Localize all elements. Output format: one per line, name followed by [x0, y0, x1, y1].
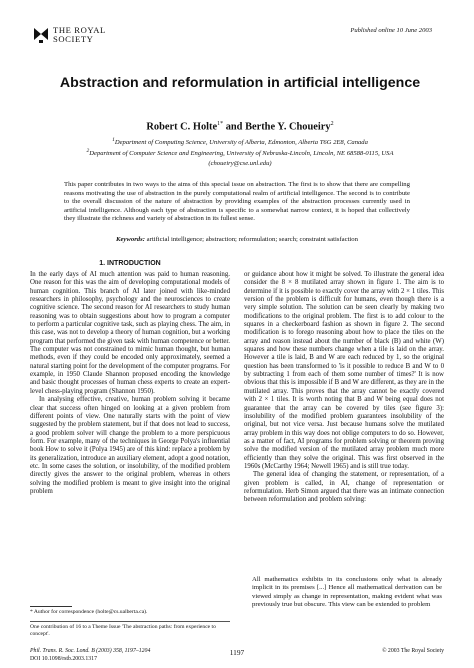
- left-paragraph-2: In analysing effective, creative, human problem solving it became clear that success often hinged on looking at a given problem from different points of view. One naturally starts with the point of view suggested by the problem statement, but if that does not lead to success, a good problem solver will change the problem to a more perspicuous form. For example, many of the techniques in George Polya's influential book How to solve it (Polya 1945) are of this kind: replace a problem by its generalization, introduce an auxiliary element, adopt a good notation, etc. In some cases the solution, or insolubility, of the modified problem directly gives the answer to the original problem, whereas in others solving the modified problem is meant to give insight into the original problem: [30, 396, 230, 495]
- logo-text: [53, 26, 106, 44]
- author-1: Robert C. Holte: [146, 121, 218, 133]
- section-heading: 1. INTRODUCTION: [99, 260, 161, 267]
- footnote-contribution: One contribution of 16 to a Theme Issue 'The abstraction paths: from experience to concept'.: [30, 621, 230, 638]
- doi: DOI 10.1098/rstb.2003.1317: [30, 656, 97, 662]
- block-quote: All mathematics exhibits in its conclusions only what is already implicit in its premises [...] Hence all mathematical derivation can be viewed simply as change in representation, making evident what was previously true but obscure. This view can be extended to problem: [252, 576, 442, 608]
- left-paragraph-1: In the early days of AI much attention was paid to human reasoning. One reason for this was the aim of developing computational models of human cognition. This branch of AI later joined with like-minded researchers in philosophy, psychology and the neurosciences to create cognitive science. The second reason for AI researchers to study human reasoning was to obtain suggestions about how to program a computer to perform a particular cognitive task, such as playing chess. The aim, in this case, was not to develop a theory of human cognition, but a working program that performed the given task with human competence or better. The computer was not constrained to mimic human thought, but human methods, even if they could be encoded only approximately, seemed a natural starting point for the development of the computer programs. For example, in 1950 Claude Shannon proposed encoding the knowledge and basic thought processes of human chess experts to create an expert-level chess-playing program (Shannon 1950).: [30, 271, 230, 395]
- footnote-author: * Author for correspondence (holte@cs.ualberta.ca).: [30, 609, 148, 615]
- affiliations: [40, 136, 440, 168]
- royal-society-emblem-icon: [33, 26, 49, 44]
- authors: [40, 121, 440, 132]
- authors-conjunction: and: [223, 121, 246, 133]
- right-paragraph-1: or guidance about how it might be solved. To illustrate the general idea consider the 8 × 8 mutilated array shown in figure 1. The aim is to determine if it is possible to exactly cover the array with 2 × 1 tiles. This version of the problem is difficult for humans, even though there is a very simple solution. The solution can be seen clearly by making two modifications to the original problem. The first is to add colour to the squares in a checkerboard fashion as shown in figure 2. The second modification is to forego reasoning about how to place the tiles on the array and reason instead about the number of black (B) and white (W) squares and how these numbers change when a tile is laid on the array. However a tile is laid, B and W are each reduced by 1, so the original question has been transformed to 'is it possible to reduce B and W to 0 by subtracting 1 from each of them some number of times?' It is now obvious that this is impossible if B and W are different, as they are in the mutilated array. This proves that the array cannot be exactly covered with 2 × 1 tiles. It is worth noting that B and W being equal does not guarantee that the array can be covered by tiles (see figure 3): insolubility of the modified problem guarantees insolubility of the original, but not vice versa. Just because humans solve the mutilated array problem in this way does not oblige computers to do so. However, as a matter of fact, AI programs for problem solving or theorem proving solve the modified version of the mutilated array problem much more efficiently than they solve the original. This was first observed in the 1960s (McCarthy 1964; Newell 1965) and is still true today.: [244, 271, 444, 470]
- author-2-mark: 2: [330, 121, 334, 127]
- affiliation-email: (choueiry@cse.unl.edu): [208, 159, 272, 167]
- footnote-rule: [30, 606, 72, 607]
- paper-title: Abstraction and reformulation in artificial intelligence: [59, 75, 421, 91]
- right-column: [244, 271, 444, 505]
- keywords: [64, 236, 410, 243]
- keywords-label: Keywords:: [116, 236, 145, 243]
- affiliation-2: $^2$Department of Computer Science and Engineering, University of Nebraska-Lincoln, Lincoln, NE 68588-0115, USA: [86, 148, 394, 158]
- royal-society-logo: [33, 26, 106, 44]
- author-2: Berthe Y. Choueiry: [245, 121, 331, 133]
- keywords-list: artificial intelligence; abstraction; reformulation; search; constraint satisfaction: [144, 236, 358, 243]
- right-paragraph-2: The general idea of changing the statement, or representation, of a given problem is called, in AI, change of representation or reformulation. Herb Simon argued that there was an intimate connection between reformulation and problem solving:: [244, 471, 444, 504]
- copyright: © 2003 The Royal Society: [382, 648, 444, 654]
- page-number: 1197: [229, 648, 245, 657]
- logo-line-1: THE ROYAL: [53, 25, 106, 35]
- author-1-marks: 1*: [217, 121, 224, 127]
- left-column: [30, 271, 230, 496]
- logo-line-2: SOCIETY: [53, 34, 94, 44]
- journal-citation: Phil. Trans. R. Soc. Lond. B (2003) 358, 1197–1204: [30, 648, 151, 654]
- published-online-date: Published online 10 June 2003: [350, 27, 432, 34]
- affiliation-1: $^1$Department of Computing Science, University of Alberta, Edmonton, Alberta T6G 2E8, Canada: [112, 137, 368, 147]
- abstract: This paper contributes in two ways to the aims of this special issue on abstraction. The first is to show that there are compelling reasons motivating the use of abstraction in the purely computational realm of artificial intelligence. The second is to contribute to the overall discussion of the nature of abstraction by providing examples of the abstraction processes currently used in artificial intelligence. Although each type of abstraction is specific to a somewhat narrow context, it is hoped that collectively they illustrate the richness and variety of abstraction in its fullest sense.: [64, 181, 410, 223]
